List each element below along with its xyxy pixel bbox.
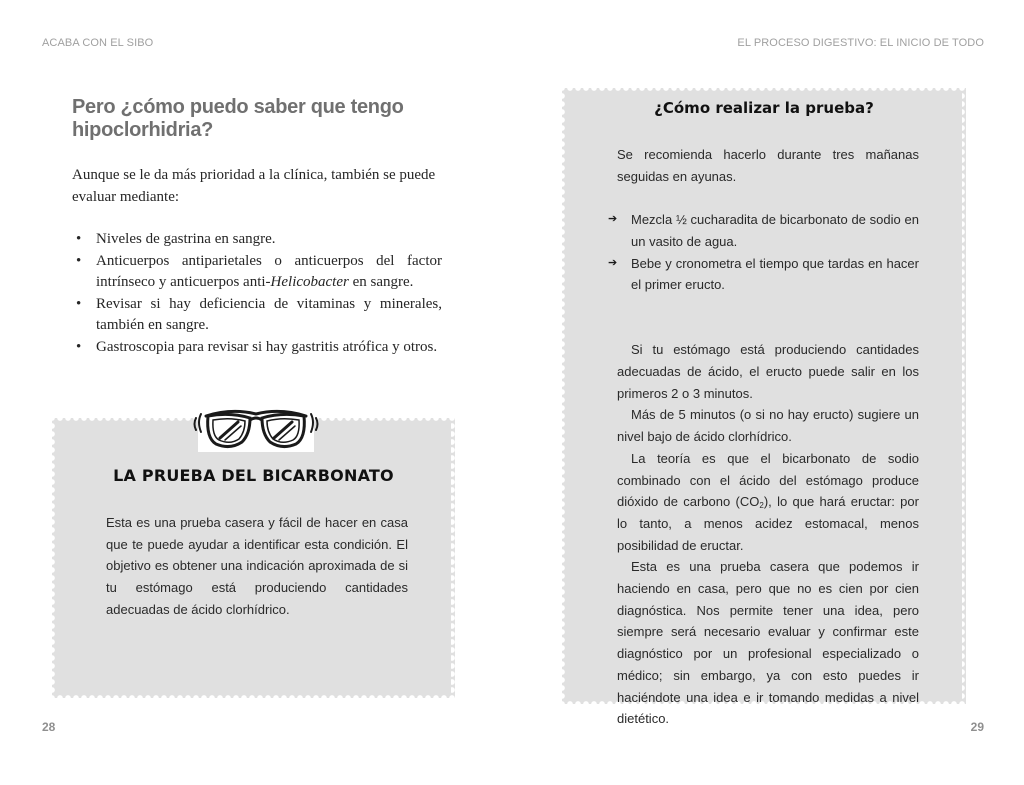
list-item-text: Anticuerpos antiparietales o anticuerpos del factor intrínseco y anticuerpos anti- — [96, 252, 442, 290]
box-heading: LA PRUEBA DEL BICARBONATO — [113, 466, 394, 485]
bullet-icon: • — [76, 231, 82, 247]
instructions-column — [608, 144, 919, 730]
sunglasses-icon — [192, 402, 320, 456]
arrow-right-icon: ➔ — [608, 256, 618, 269]
subscript: 2 — [759, 501, 764, 511]
list-item — [72, 229, 442, 251]
bullet-icon: • — [76, 338, 82, 355]
paragraph-text-end: ), lo que hará eructar: por lo tanto, a menos acidez estomacal, menos posibilidad de eructar. — [617, 494, 919, 553]
paragraph: Esta es una prueba casera que podemos ir haciendo en casa, pero que no es cien por cien diagnóstica. Nos permite tener una idea, pero siempre será necesario evaluar y confirmar este diagnóstico por un profesional especializado o médico; sin embargo, ya con esto puedes ir haciéndote una idea e ir tomando medidas a nivel dietético. — [617, 559, 919, 727]
paragraph — [617, 448, 919, 557]
list-item — [72, 294, 442, 337]
step-item — [608, 253, 919, 296]
intro-paragraph: Aunque se le da más prioridad a la clínica, también se puede evaluar mediante: — [72, 167, 436, 205]
running-head-right: EL PROCESO DIGESTIVO: EL INICIO DE TODO — [737, 37, 984, 49]
list-item-text-end: en sangre. — [348, 274, 414, 290]
step-text: Mezcla ½ cucharadita de bicarbonato de sodio en un vasito de agua. — [631, 212, 919, 249]
list-item — [72, 251, 442, 294]
paragraph: Más de 5 minutos (o si no hay eructo) sugiere un nivel bajo de ácido clorhídrico. — [617, 407, 919, 445]
instructions-intro: Se recomienda hacerlo durante tres mañanas seguidas en ayunas. — [617, 147, 919, 184]
step-item — [608, 209, 919, 252]
step-text: Bebe y cronometra el tiempo que tardas en hacer el primer eructo. — [631, 255, 919, 293]
list-item-italic: Helicobacter — [270, 274, 349, 290]
list-item — [72, 337, 442, 359]
steps-list — [608, 209, 919, 296]
box-heading: ¿Cómo realizar la prueba? — [654, 99, 874, 117]
bullet-icon: • — [76, 295, 82, 312]
bullet-icon: • — [76, 252, 82, 269]
box-paragraph: Esta es una prueba casera y fácil de hacer en casa que te puede ayudar a identificar esta condición. El objetivo es obtener una indicación aproximada de si tu estómago está produciendo cantidades adecuadas de ácido clorhídrico. — [106, 515, 408, 617]
paragraph: Si tu estómago está produciendo cantidades adecuadas de ácido, el eructo puede salir en los primeros 2 o 3 minutos. — [617, 342, 919, 401]
bullet-list — [72, 229, 442, 358]
page-number-left: 28 — [42, 720, 56, 734]
paragraph-text: La teoría es que el bicarbonato de sodio combinado con el ácido del estómago produce dióxido de carbono (CO — [617, 450, 919, 510]
running-head-left: ACABA CON EL SIBO — [42, 37, 154, 49]
page-number-right: 29 — [970, 720, 984, 734]
list-item-text: Niveles de gastrina en sangre. — [96, 231, 276, 247]
list-item-text: Revisar si hay deficiencia de vitaminas y minerales, también en sangre. — [96, 295, 442, 333]
list-item-text: Gastroscopia para revisar si hay gastritis atrófica y otros. — [96, 338, 438, 355]
section-title: Pero ¿cómo puedo saber que tengo hipoclorhidria? — [72, 96, 404, 141]
arrow-right-icon: ➔ — [608, 213, 618, 226]
